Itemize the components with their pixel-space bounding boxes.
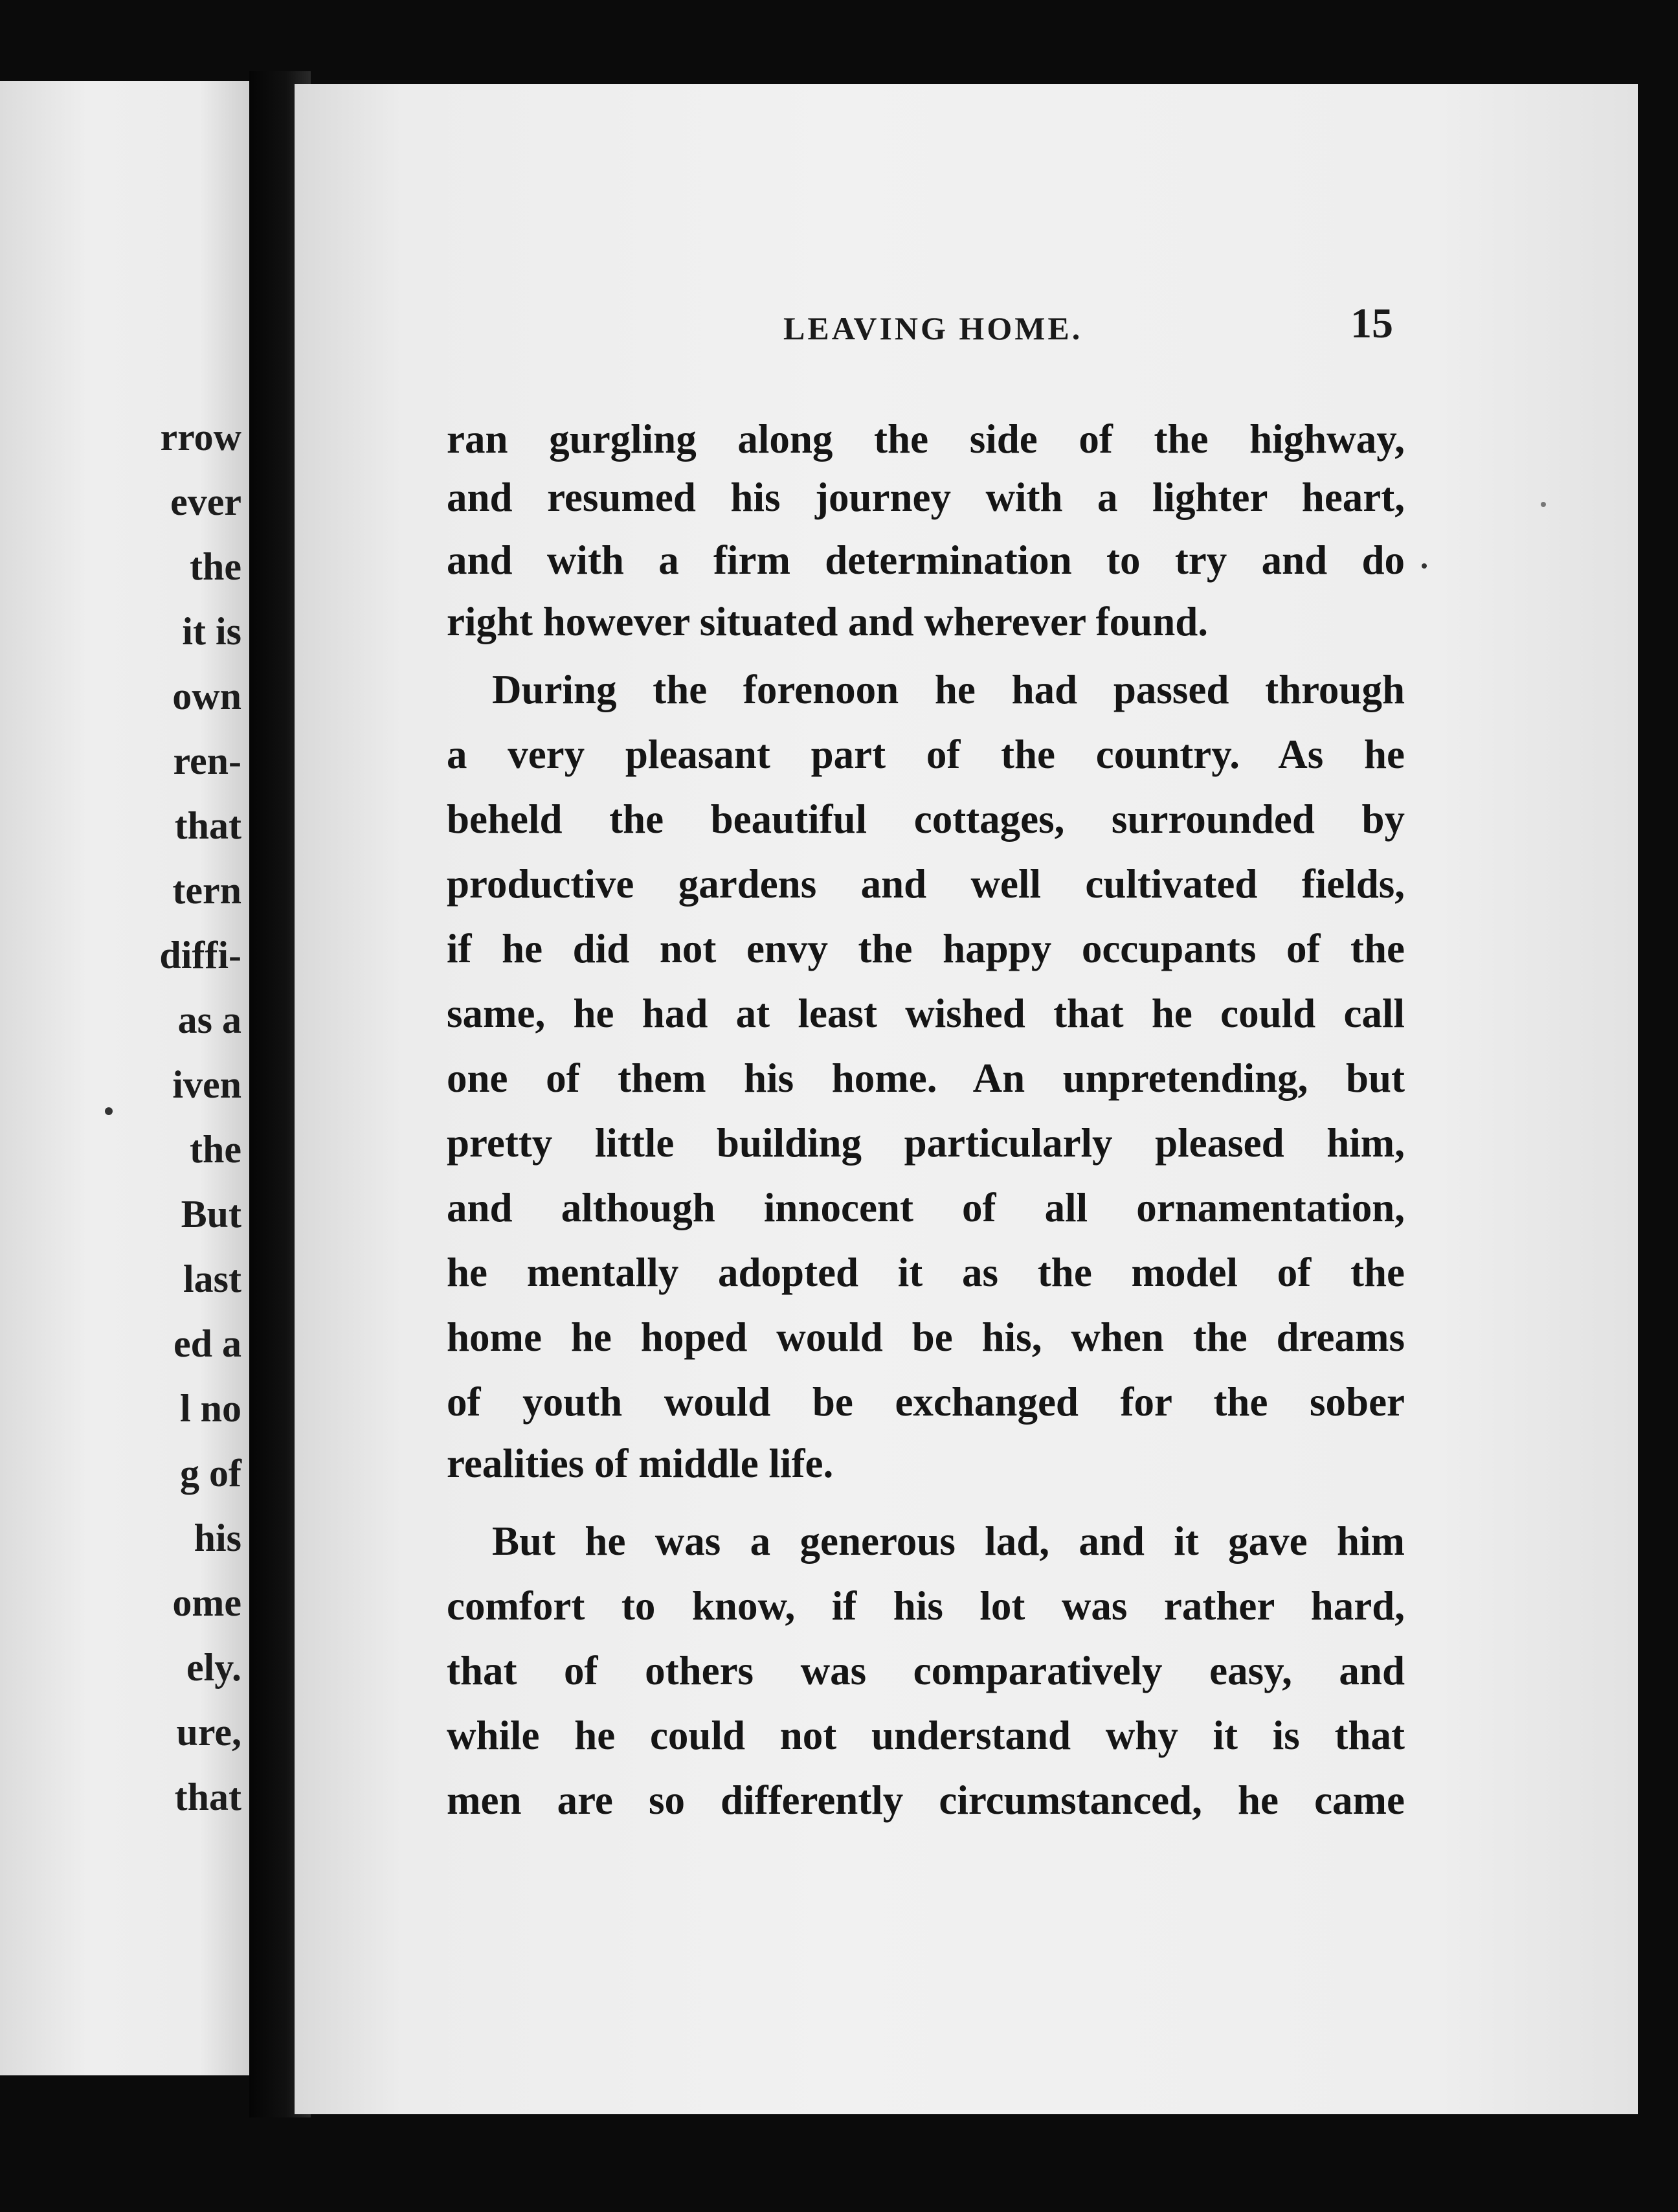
text-line: productive gardens and well cultivated fields, <box>447 861 1405 907</box>
left-page-line: the <box>190 1128 241 1171</box>
text-line: right however situated and wherever found. <box>447 599 1209 644</box>
left-page-line: l no <box>179 1387 241 1430</box>
ink-speck <box>1541 502 1546 507</box>
text-line: ran gurgling along the side of the highway, <box>447 416 1405 462</box>
text-line: and although innocent of all ornamentation, <box>447 1185 1405 1230</box>
text-line: During the forenoon he had passed through <box>492 667 1405 712</box>
text-line: if he did not envy the happy occupants of the <box>447 926 1405 971</box>
left-page-line: tern <box>172 869 241 912</box>
left-page-line: ren- <box>173 739 241 782</box>
left-page-line: ome <box>172 1581 241 1624</box>
text-line: beheld the beautiful cottages, surrounded by <box>447 796 1405 842</box>
left-page-line: ure, <box>176 1711 241 1754</box>
left-page-line: ever <box>170 480 241 523</box>
left-page-line: g of <box>180 1452 241 1495</box>
left-page-line: own <box>172 675 241 717</box>
text-line: home he hoped would be his, when the dreams <box>447 1315 1405 1360</box>
left-page-line: ed a <box>173 1322 241 1365</box>
text-line: that of others was comparatively easy, and <box>447 1648 1405 1693</box>
text-line: he mentally adopted it as the model of the <box>447 1250 1405 1295</box>
text-line: a very pleasant part of the country. As he <box>447 732 1405 777</box>
left-page-line: the <box>190 545 241 588</box>
left-page-line: his <box>194 1517 241 1559</box>
text-line: one of them his home. An unpretending, but <box>447 1055 1405 1101</box>
text-line: But he was a generous lad, and it gave him <box>492 1518 1405 1564</box>
text-line: comfort to know, if his lot was rather hard, <box>447 1583 1405 1629</box>
left-page-line: last <box>183 1258 241 1300</box>
text-line: men are so differently circumstanced, he came <box>447 1778 1405 1823</box>
text-line: realities of middle life. <box>447 1441 834 1486</box>
running-header: LEAVING HOME. <box>783 310 1083 346</box>
text-line: pretty little building particularly pleased him, <box>447 1120 1405 1166</box>
left-page-line: that <box>174 804 241 847</box>
text-line: and resumed his journey with a lighter heart, <box>447 475 1405 520</box>
ink-speck <box>1422 563 1427 569</box>
page-number: 15 <box>1350 300 1393 347</box>
left-page-line: But <box>181 1193 241 1236</box>
left-page-line: it is <box>182 610 241 653</box>
left-page-line: ely. <box>186 1646 241 1689</box>
ink-speck <box>105 1107 113 1115</box>
text-line: same, he had at least wished that he could call <box>447 991 1405 1036</box>
facing-page-left <box>0 81 249 2075</box>
left-page-line: iven <box>172 1063 241 1106</box>
left-page-line: diffi- <box>159 934 241 976</box>
text-line: and with a firm determination to try and do <box>447 537 1405 583</box>
text-line: while he could not understand why it is that <box>447 1713 1405 1758</box>
left-page-line: as a <box>177 999 241 1041</box>
left-page-line: rrow <box>160 416 241 458</box>
left-page-line: that <box>174 1776 241 1818</box>
text-line: of youth would be exchanged for the sober <box>447 1379 1405 1425</box>
